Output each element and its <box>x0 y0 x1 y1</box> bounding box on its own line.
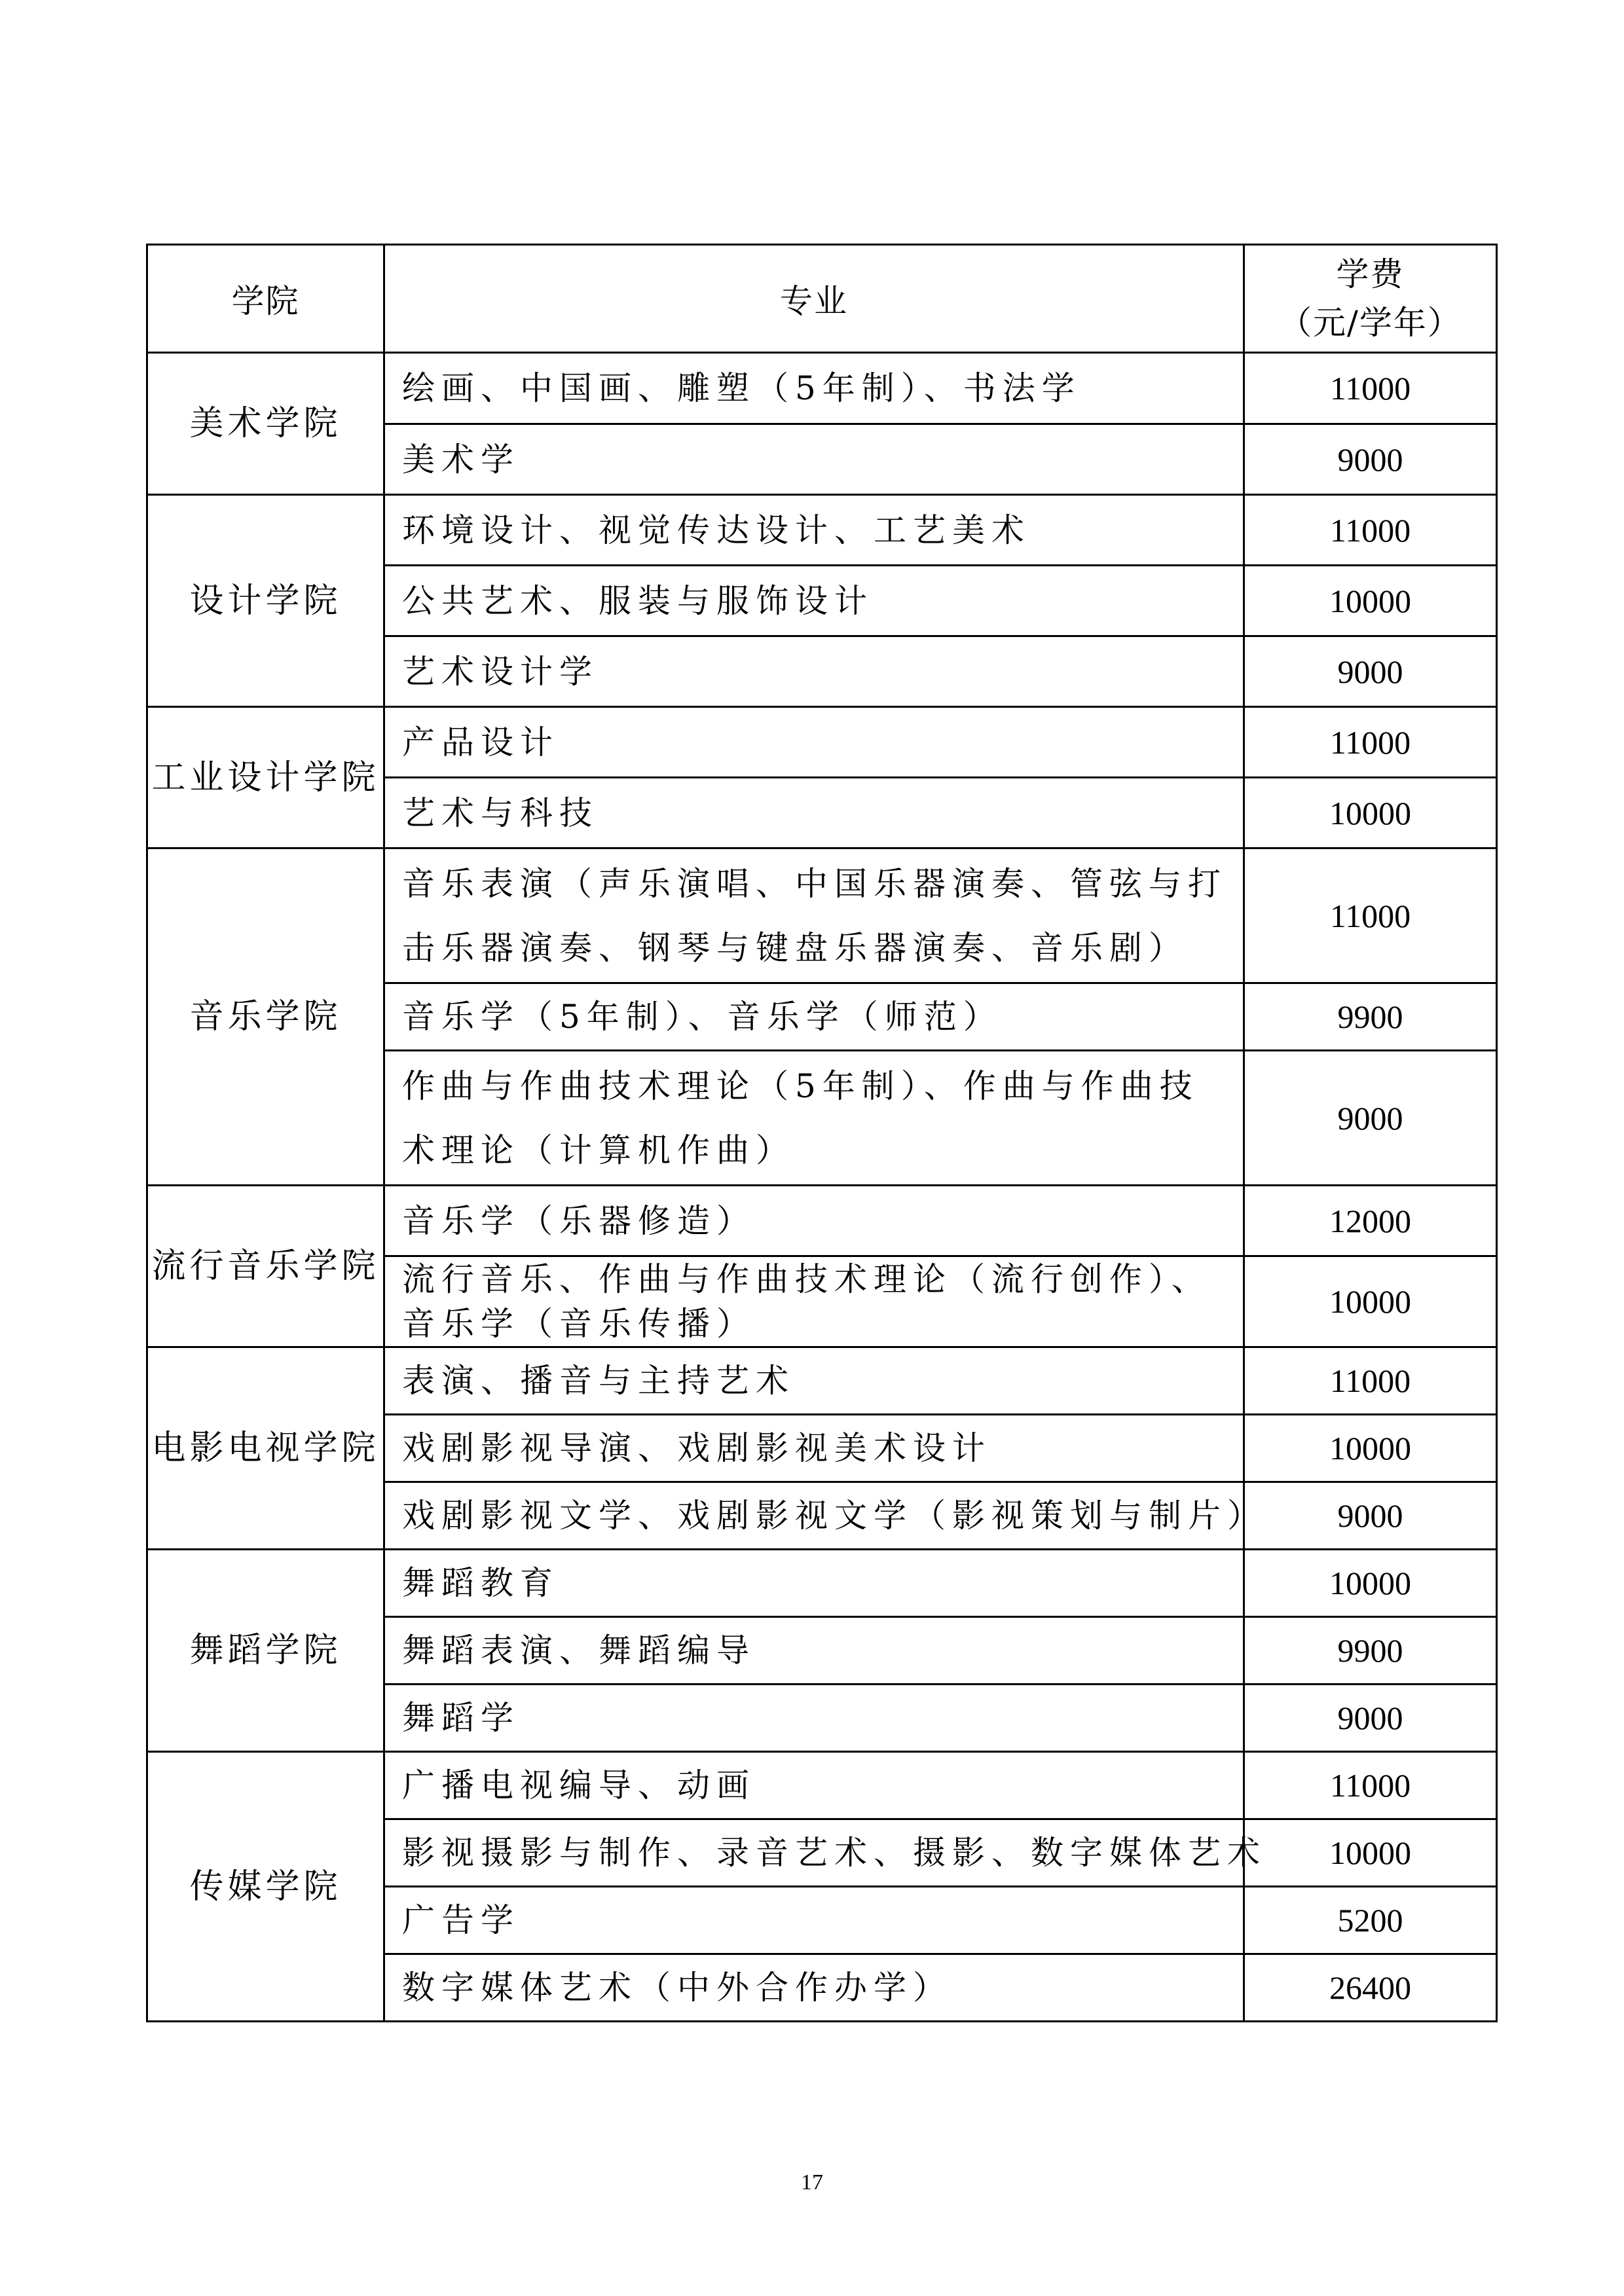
college-cell: 音乐学院 <box>147 848 384 1186</box>
college-cell: 流行音乐学院 <box>147 1186 384 1347</box>
fee-cell: 10000 <box>1244 1415 1497 1482</box>
fee-cell: 9000 <box>1244 636 1497 707</box>
fee-cell: 11000 <box>1244 848 1497 983</box>
major-cell: 舞蹈教育 <box>384 1550 1244 1617</box>
header-fee <box>1244 245 1497 353</box>
college-cell: 美术学院 <box>147 353 384 495</box>
college-cell: 舞蹈学院 <box>147 1550 384 1752</box>
major-cell: 广告学 <box>384 1887 1244 1954</box>
fee-cell: 10000 <box>1244 1256 1497 1347</box>
college-cell: 传媒学院 <box>147 1752 384 2022</box>
fee-cell: 10000 <box>1244 1550 1497 1617</box>
college-cell: 工业设计学院 <box>147 707 384 848</box>
table-row <box>147 1347 1497 1415</box>
fee-cell: 9900 <box>1244 1617 1497 1685</box>
table-row <box>147 707 1497 778</box>
header-fee-line1: 学费 <box>1336 255 1405 293</box>
college-cell: 电影电视学院 <box>147 1347 384 1550</box>
major-cell: 舞蹈学 <box>384 1685 1244 1752</box>
major-cell: 戏剧影视导演、戏剧影视美术设计 <box>384 1415 1244 1482</box>
major-cell: 戏剧影视文学、戏剧影视文学（影视策划与制片） <box>384 1482 1244 1550</box>
major-cell: 艺术设计学 <box>384 636 1244 707</box>
header-fee-line2: （元/学年） <box>1279 304 1462 342</box>
major-cell: 艺术与科技 <box>384 778 1244 848</box>
fee-cell: 5200 <box>1244 1887 1497 1954</box>
fee-cell: 9900 <box>1244 983 1497 1051</box>
major-cell: 影视摄影与制作、录音艺术、摄影、数字媒体艺术 <box>384 1819 1244 1887</box>
fee-cell: 11000 <box>1244 1347 1497 1415</box>
college-cell: 设计学院 <box>147 495 384 707</box>
fee-cell: 26400 <box>1244 1954 1497 2022</box>
major-cell: 广播电视编导、动画 <box>384 1752 1244 1819</box>
fee-cell: 11000 <box>1244 353 1497 424</box>
header-major: 专业 <box>384 245 1244 353</box>
fee-cell: 11000 <box>1244 707 1497 778</box>
table-row <box>147 495 1497 566</box>
major-cell: 流行音乐、作曲与作曲技术理论（流行创作）、音乐学（音乐传播） <box>384 1256 1244 1347</box>
major-cell: 音乐学（乐器修造） <box>384 1186 1244 1256</box>
fee-cell: 9000 <box>1244 424 1497 495</box>
table-row <box>147 848 1497 983</box>
major-cell: 表演、播音与主持艺术 <box>384 1347 1244 1415</box>
fee-cell: 11000 <box>1244 495 1497 566</box>
table-header-row <box>147 245 1497 353</box>
fee-cell: 10000 <box>1244 778 1497 848</box>
major-cell: 公共艺术、服装与服饰设计 <box>384 566 1244 636</box>
major-cell: 产品设计 <box>384 707 1244 778</box>
major-cell: 数字媒体艺术（中外合作办学） <box>384 1954 1244 2022</box>
fee-cell: 11000 <box>1244 1752 1497 1819</box>
tuition-fee-table <box>146 244 1498 2022</box>
major-cell: 音乐表演（声乐演唱、中国乐器演奏、管弦与打击乐器演奏、钢琴与键盘乐器演奏、音乐剧） <box>384 848 1244 983</box>
table-row <box>147 1186 1497 1256</box>
fee-cell: 10000 <box>1244 1819 1497 1887</box>
header-college: 学院 <box>147 245 384 353</box>
fee-cell: 9000 <box>1244 1051 1497 1186</box>
table-row <box>147 353 1497 424</box>
major-cell: 作曲与作曲技术理论（5年制）、作曲与作曲技术理论（计算机作曲） <box>384 1051 1244 1186</box>
fee-cell: 9000 <box>1244 1685 1497 1752</box>
fee-cell: 10000 <box>1244 566 1497 636</box>
page-number: 17 <box>801 2170 823 2195</box>
table-row <box>147 1752 1497 1819</box>
major-cell: 音乐学（5年制）、音乐学（师范） <box>384 983 1244 1051</box>
major-cell: 环境设计、视觉传达设计、工艺美术 <box>384 495 1244 566</box>
table-row <box>147 1550 1497 1617</box>
major-cell: 绘画、中国画、雕塑（5年制）、书法学 <box>384 353 1244 424</box>
major-cell: 舞蹈表演、舞蹈编导 <box>384 1617 1244 1685</box>
major-cell: 美术学 <box>384 424 1244 495</box>
fee-cell: 12000 <box>1244 1186 1497 1256</box>
fee-cell: 9000 <box>1244 1482 1497 1550</box>
